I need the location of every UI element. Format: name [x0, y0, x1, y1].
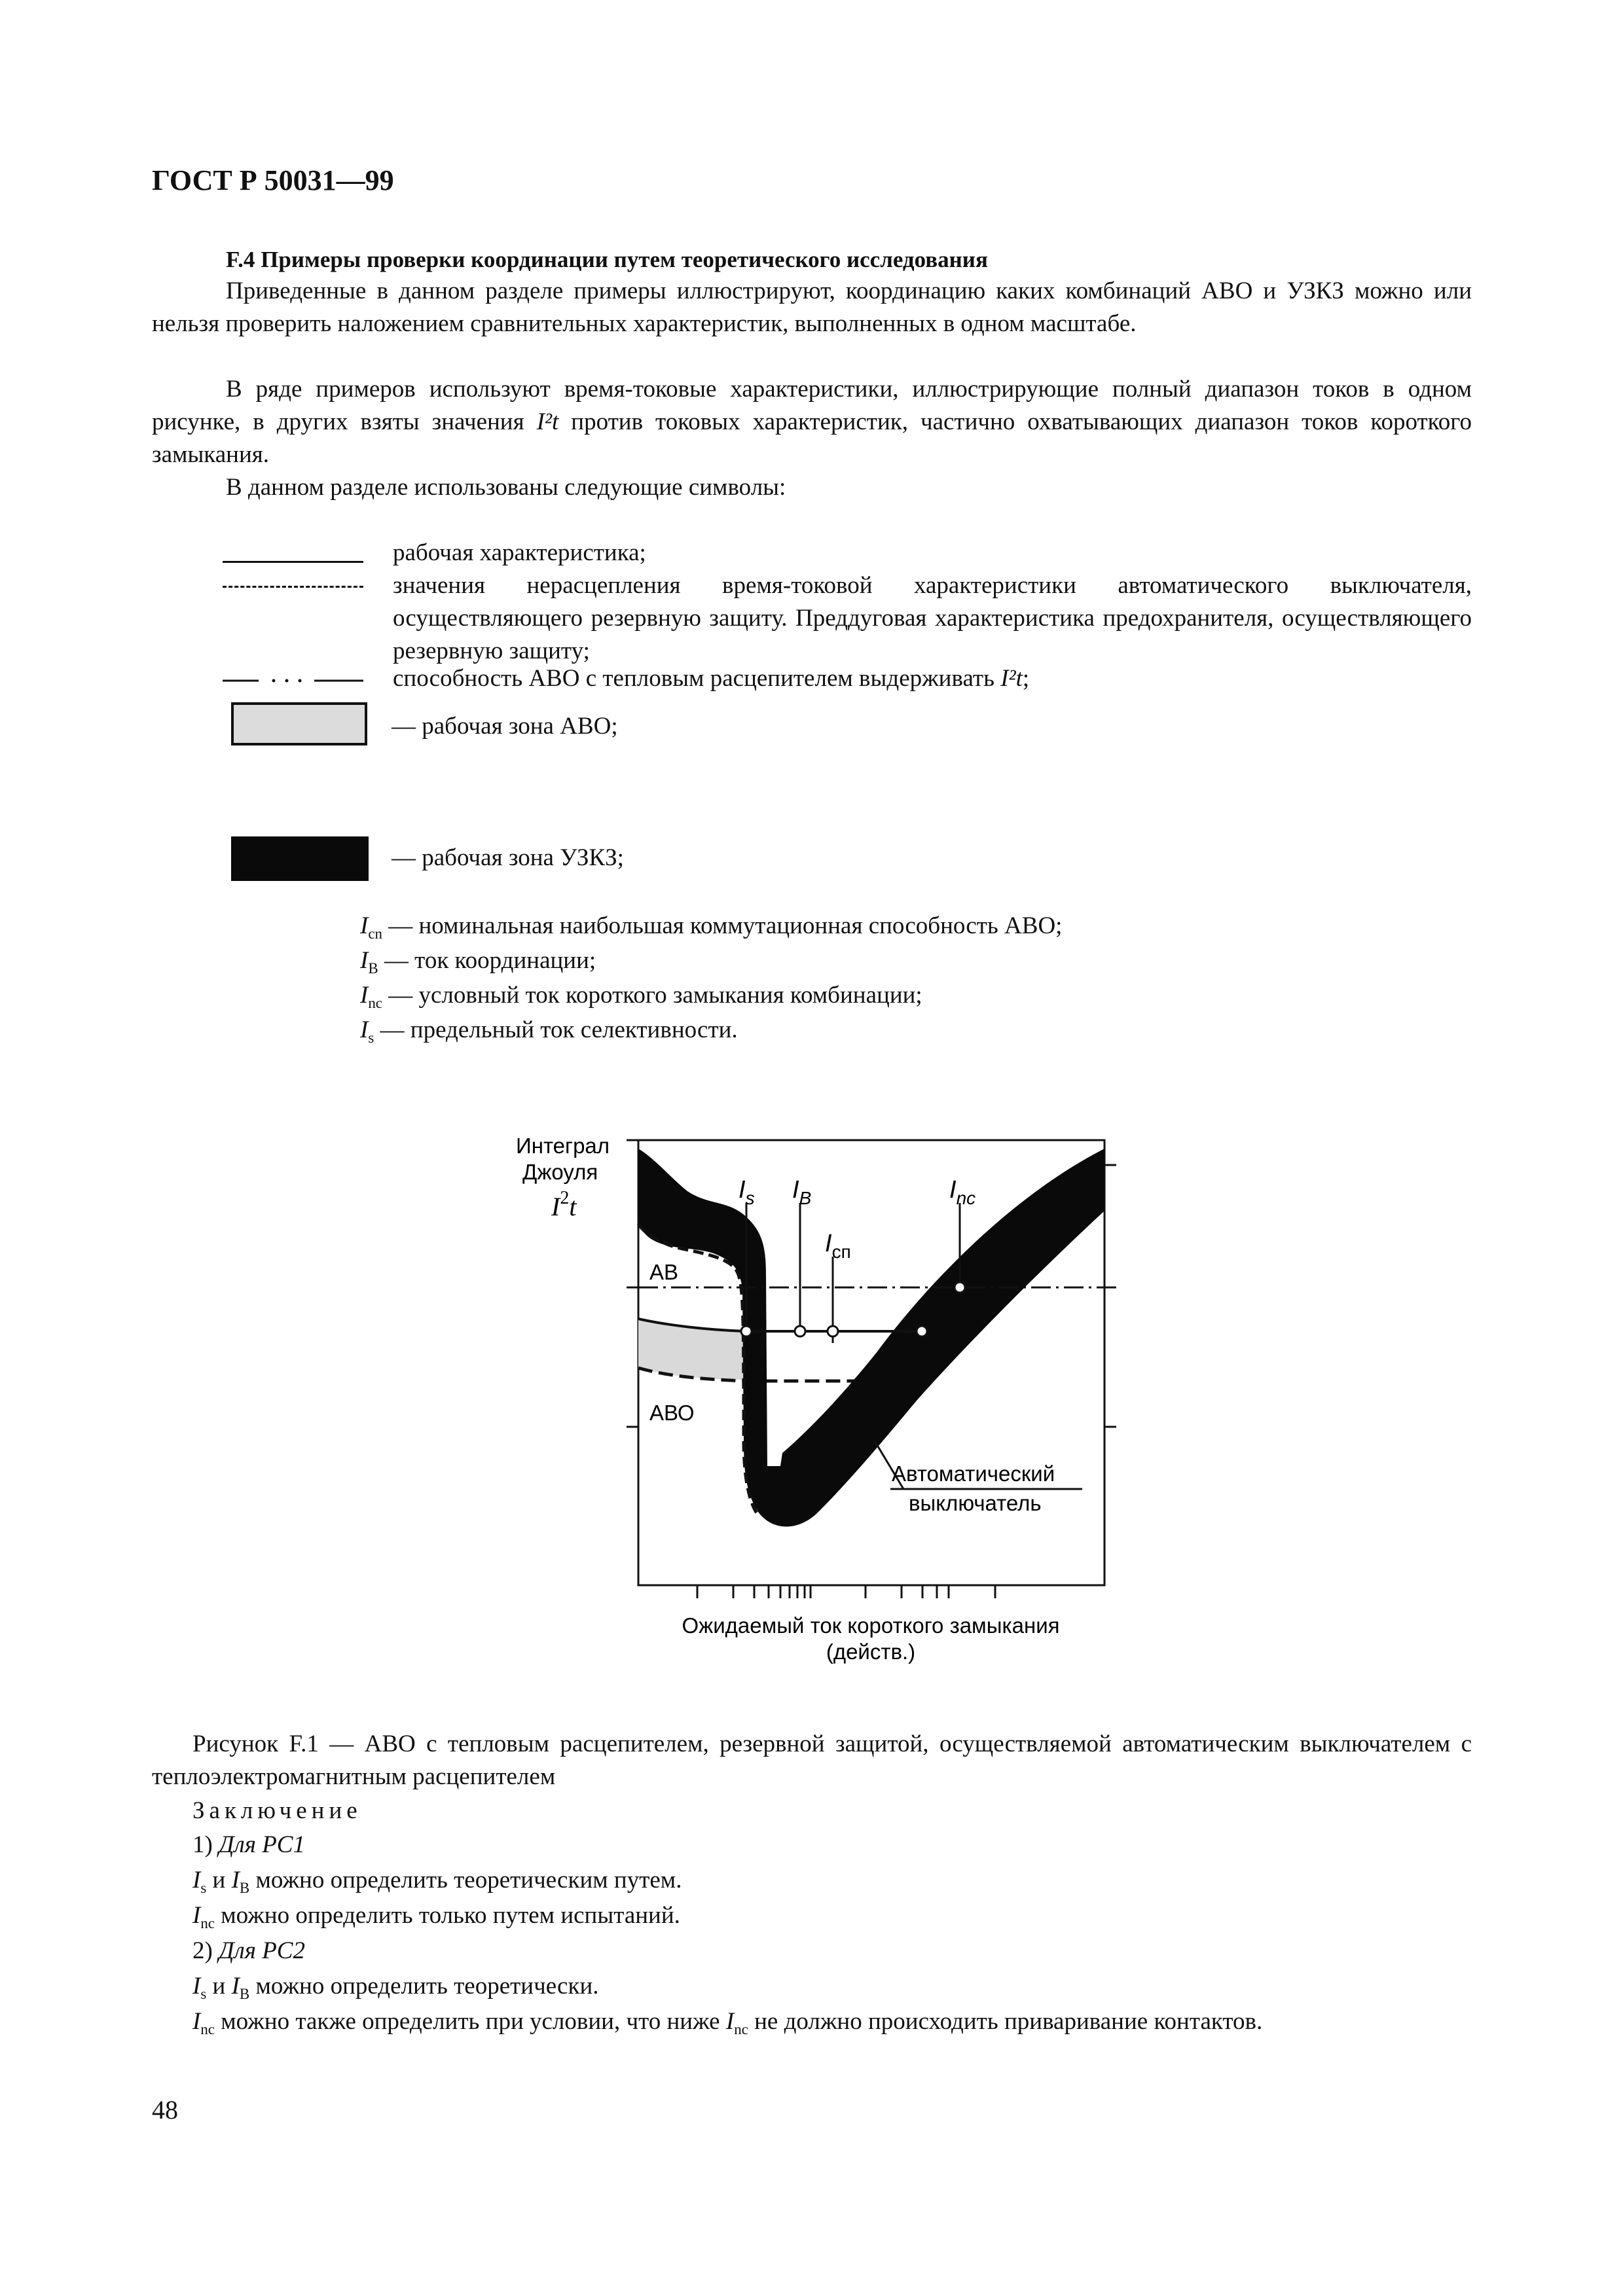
- symbol-inc-sub: nc: [200, 2021, 215, 2038]
- label-inc-i: I: [949, 1176, 957, 1204]
- legend-dashed-line: [223, 586, 363, 588]
- conclusion-item-2-line-2: [192, 2005, 1472, 2046]
- symbol-ib: I: [231, 1973, 240, 2000]
- label-is-i: I: [739, 1176, 746, 1204]
- paragraph-2-text-a: В ряде примеров используют время-токовые характеристики, иллюстрирующие полный диапазон токов в одном рисунке, в других взяты значения: [152, 376, 1472, 435]
- label-ib: [792, 1176, 811, 1208]
- symbol-description: — условный ток короткого замыкания комбинации;: [388, 982, 922, 1009]
- y-axis-label-line2: Джоуля: [522, 1160, 598, 1184]
- label-icn: [825, 1230, 851, 1262]
- symbol-inc-sub: nc: [200, 1915, 215, 1932]
- legend-dashdot-symbol: I²t: [1000, 665, 1023, 692]
- symbol-ib-sub: B: [239, 1880, 250, 1897]
- label-circuit-breaker-line1: Автоматический: [892, 1462, 1055, 1486]
- symbol-ib: I: [231, 1867, 240, 1893]
- label-inc: [949, 1176, 976, 1208]
- paragraph-1: Приведенные в данном разделе примеры иллюстрируют, координацию каких комбинаций АВО и УЗКЗ можно или нельзя проверить наложением сравнительных характеристик, выполненных в одном масштабе.: [152, 278, 1472, 337]
- conclusion-item-1-line-2: [192, 1899, 680, 1940]
- label-inc-sub: nc: [956, 1188, 976, 1208]
- conclusion-item-2-line-1: [192, 1970, 599, 2011]
- symbol-inc-sub: nc: [734, 2021, 748, 2038]
- legend-solid-line: [223, 561, 363, 563]
- symbol-is: I: [192, 1867, 201, 1893]
- symbol-description: — номинальная наибольшая коммутационная способность АВО;: [388, 912, 1063, 939]
- symbol-inc: I: [725, 2008, 735, 2035]
- label-icn-sub: сп: [831, 1242, 851, 1262]
- page-number: 48: [152, 2095, 178, 2125]
- symbol-inc: I: [192, 2008, 201, 2035]
- label-is-sub: s: [745, 1188, 755, 1208]
- x-axis-label-line2: (действ.): [826, 1640, 916, 1664]
- symbol-description: — ток координации;: [384, 947, 596, 974]
- conclusion-item-2-case: Для PC2: [219, 1937, 305, 1964]
- y-axis-symbol-t: t: [569, 1192, 577, 1221]
- label-circuit-breaker-line2: выключатель: [909, 1491, 1042, 1515]
- conclusion-item-1-case: Для PC1: [219, 1831, 305, 1858]
- legend-gray-zone-text: — рабочая зона АВО;: [392, 713, 618, 740]
- conclusion-title: Заключение: [192, 1797, 362, 1824]
- label-abo: АВО: [649, 1401, 695, 1425]
- paragraph-2-symbol: I²t: [536, 408, 559, 435]
- symbol-is: I: [192, 1973, 201, 2000]
- symbol-subscript: B: [368, 960, 378, 977]
- conclusion-item-1-line-1: [192, 1864, 682, 1905]
- section-title: F.4 Примеры проверки координации путем теоретического исследования: [226, 247, 988, 272]
- symbol-name: I: [360, 982, 369, 1009]
- label-ab: АВ: [649, 1260, 679, 1284]
- figure-f1: [498, 1126, 1139, 1689]
- legend-dashdot-text-b: ;: [1022, 665, 1030, 692]
- label-ib-sub: B: [799, 1188, 812, 1208]
- document-header: ГОСТ Р 50031—99: [152, 164, 394, 196]
- y-axis-symbol-sup: 2: [560, 1188, 570, 1208]
- conclusion-item-2-number: 2): [192, 1937, 219, 1964]
- label-is: [739, 1176, 755, 1208]
- y-axis-symbol-i: I: [551, 1192, 560, 1221]
- symbol-subscript: s: [368, 1030, 374, 1047]
- symbol-name: I: [360, 947, 369, 974]
- conclusion-item-1: [192, 1829, 305, 1861]
- conclusion-item-2-line-2-text-a: можно также определить при условии, что ниже: [214, 2008, 726, 2035]
- label-ib-i: I: [792, 1176, 799, 1204]
- conclusion-item-2-line-2-text-b: не должно происходить приваривание контактов.: [748, 2008, 1263, 2035]
- conclusion-item-2-line-1-text: можно определить теоретически.: [249, 1973, 599, 2000]
- legend-black-zone-swatch: [231, 836, 369, 881]
- conjunction: и: [206, 1867, 232, 1893]
- legend-gray-zone-swatch: [231, 702, 367, 745]
- legend-black-zone-text: — рабочая зона УЗКЗ;: [392, 844, 624, 871]
- symbol-inc: I: [192, 1902, 201, 1929]
- symbol-item-is: [360, 1014, 738, 1054]
- legend-dashdot-text: [393, 662, 1029, 695]
- paragraph-3: В данном разделе использованы следующие символы:: [226, 474, 786, 501]
- conclusion-item-1-number: 1): [192, 1831, 219, 1858]
- figure-caption: Рисунок F.1 — АВО с тепловым расцепителем, резервной защитой, осуществляемой автоматическим выключателем с теплоэлектромагнитным расцепителем: [152, 1731, 1472, 1790]
- symbol-name: I: [360, 1016, 369, 1043]
- paragraph-2-text-b: против токовых характеристик, частично охватывающих диапазон токов короткого замыкания.: [152, 408, 1472, 468]
- legend-solid-text: рабочая характеристика;: [393, 539, 646, 566]
- symbol-is-sub: s: [200, 1880, 207, 1897]
- conclusion-item-1-line-1-text: можно определить теоретическим путем.: [249, 1867, 682, 1893]
- label-icn-i: I: [825, 1230, 832, 1257]
- symbol-ib-sub: B: [239, 1986, 250, 2003]
- legend-dashed-text: значения нерасцепления время-токовой характеристики автоматического выключателя, осуществляющего резервную защиту. Преддуговая характеристика предохранителя, осуществляющего резервную защиту;: [393, 572, 1472, 664]
- symbol-name: I: [360, 912, 369, 939]
- y-axis-label-line1: Интеграл: [516, 1134, 610, 1158]
- conclusion-item-2: [192, 1935, 305, 1967]
- symbol-subscript: cn: [368, 925, 382, 942]
- x-axis-label-line1: Ожидаемый ток короткого замыкания: [682, 1613, 1060, 1638]
- y-axis-symbol: [551, 1188, 577, 1221]
- symbol-is-sub: s: [200, 1986, 207, 2003]
- conjunction: и: [206, 1973, 232, 2000]
- symbol-subscript: nc: [368, 995, 382, 1012]
- conclusion-item-1-line-2-text: можно определить только путем испытаний.: [214, 1902, 680, 1929]
- legend-dashdot-line: [223, 677, 367, 684]
- legend-dashdot-text-a: способность АВО с тепловым расцепителем выдерживать: [393, 665, 1001, 692]
- symbol-description: — предельный ток селективности.: [380, 1016, 738, 1043]
- paragraph-2: [152, 373, 1472, 471]
